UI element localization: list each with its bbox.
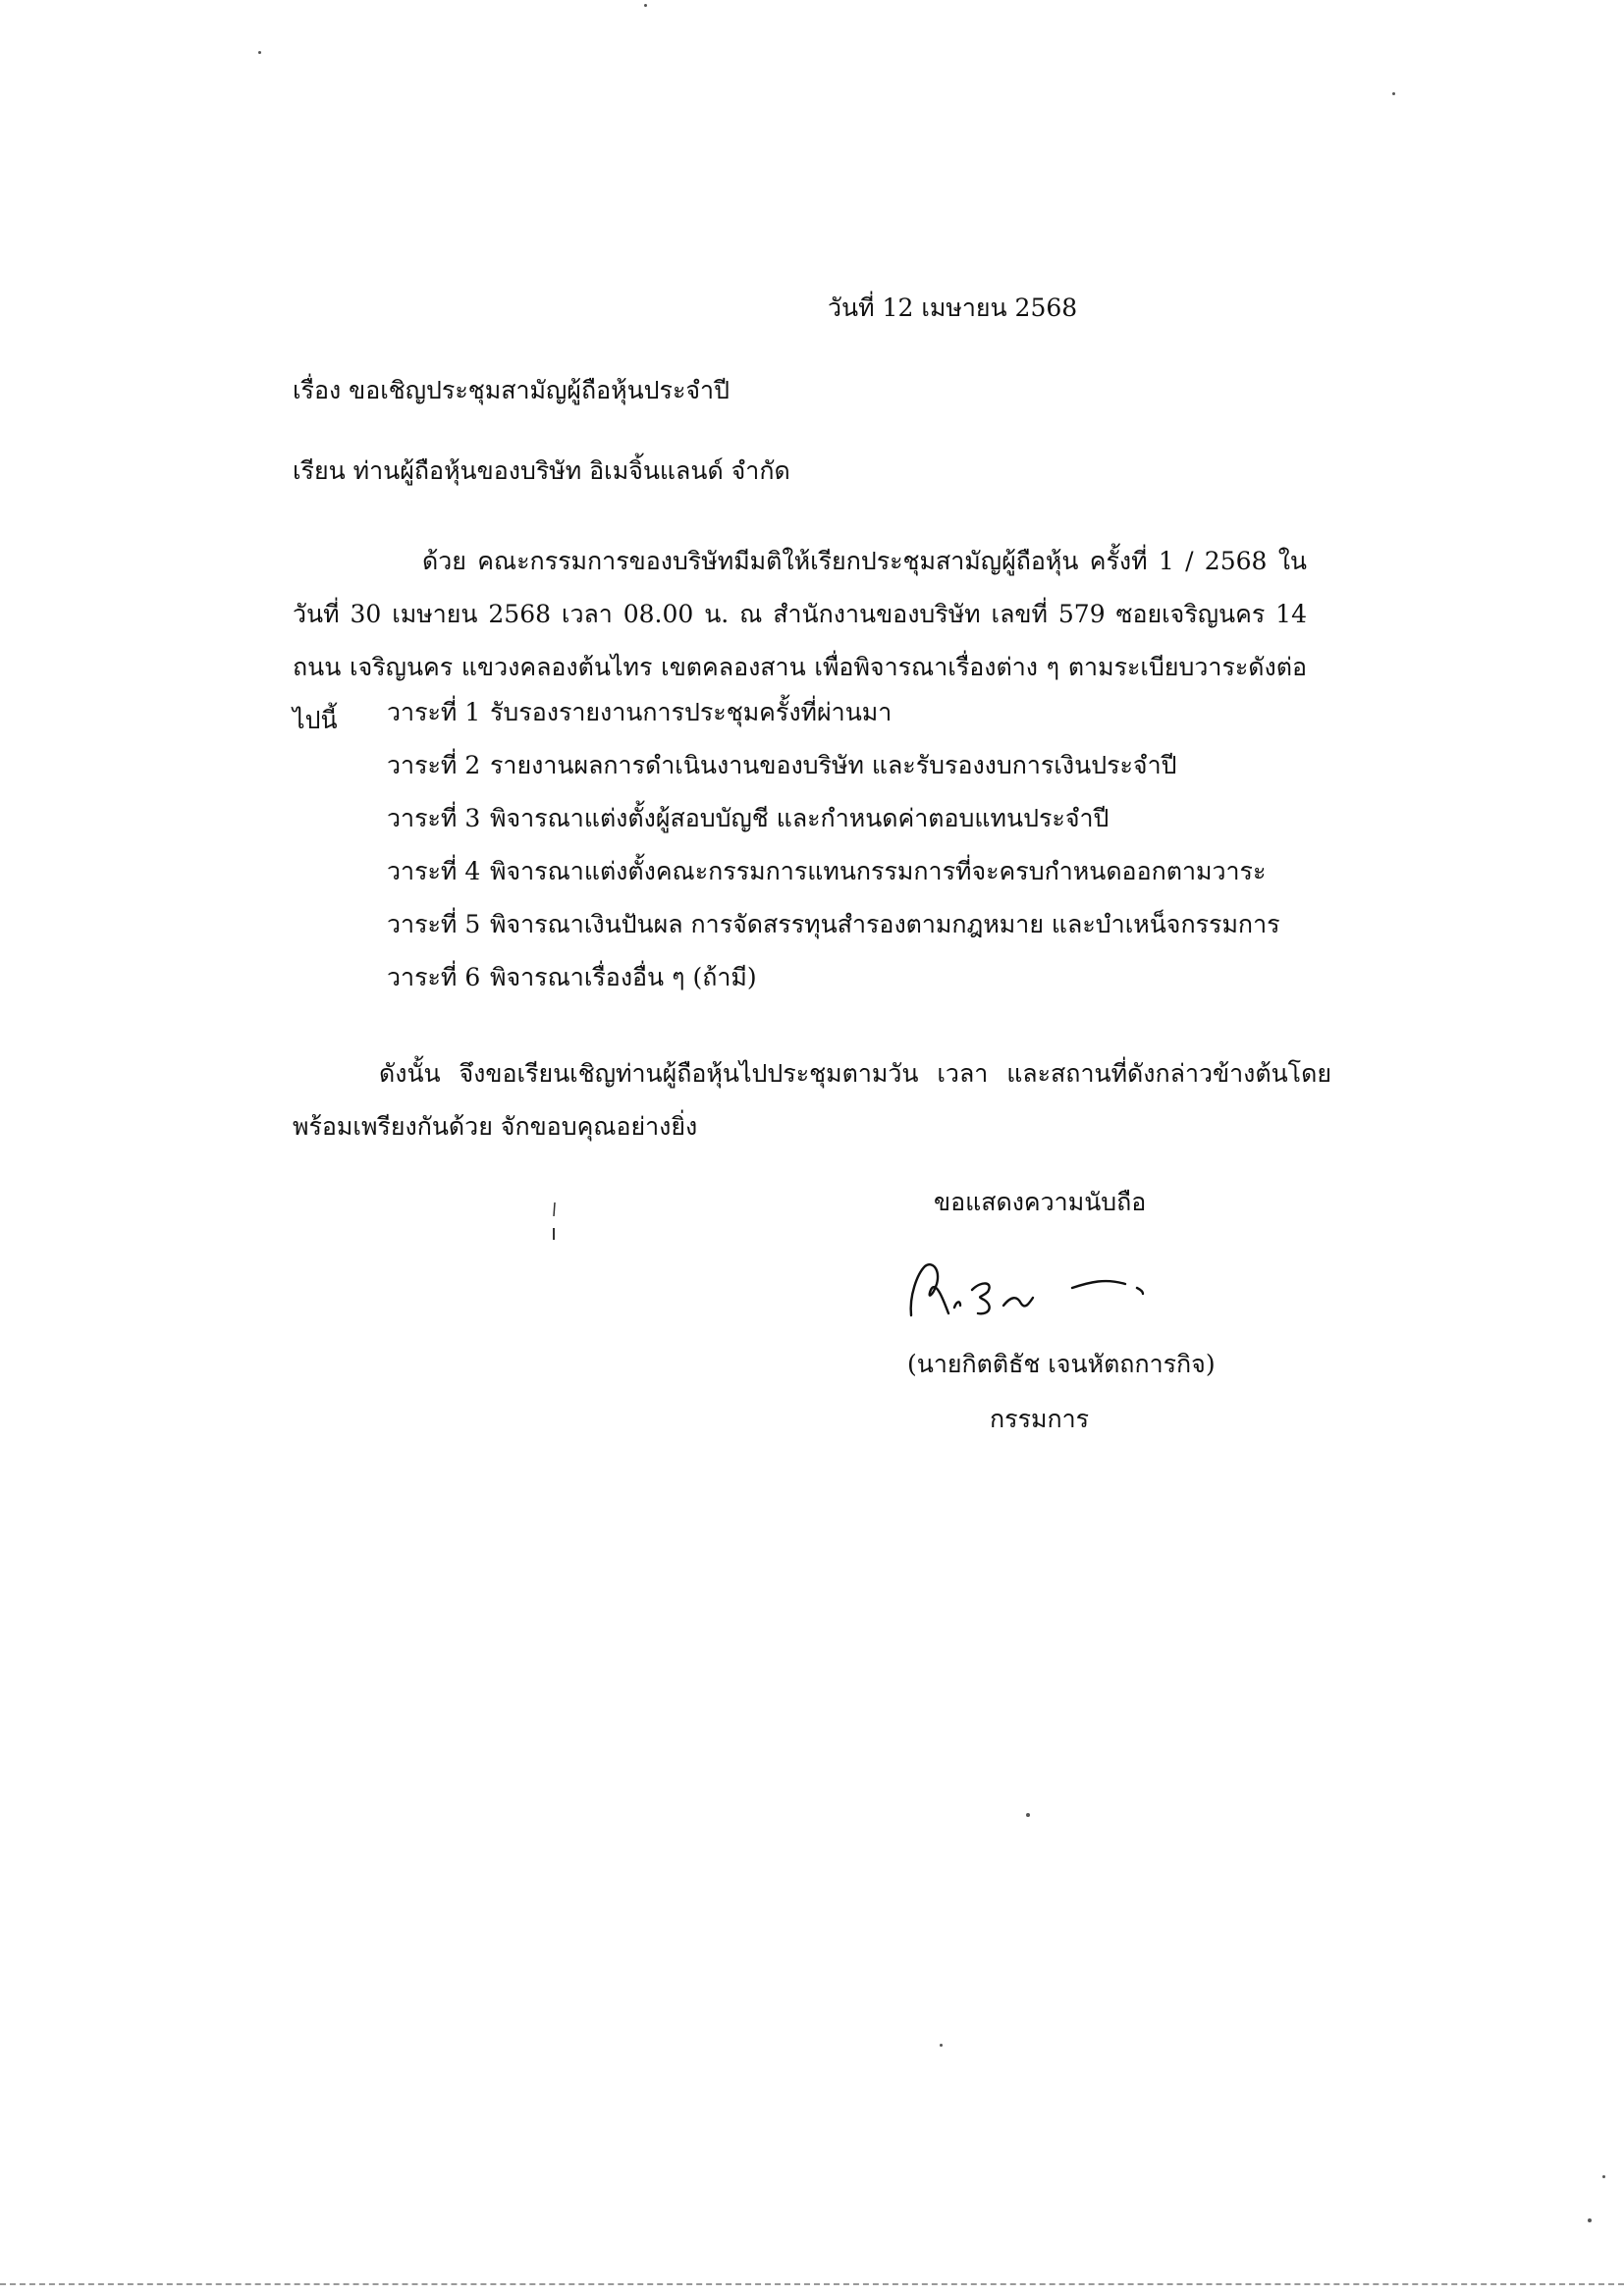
scan-speck — [1392, 92, 1395, 95]
letter-date: วันที่ 12 เมษายน 2568 — [828, 294, 1078, 322]
agenda-number: วาระที่ 6 — [387, 963, 481, 991]
scan-speck — [258, 51, 261, 54]
agenda-item — [387, 960, 1280, 1013]
agenda-text: พิจารณาเงินปันผล การจัดสรรทุนสำรองตามกฎหมาย และบำเหน็จกรรมการ — [490, 910, 1280, 938]
scan-edge-line — [0, 2283, 1624, 2285]
letter-closing: ดังนั้น จึงขอเรียนเชิญท่านผู้ถือหุ้นไปประชุมตามวัน เวลา และสถานที่ดังกล่าวข้างต้นโดย พร้อมเพรียงกันด้วย จักขอบคุณอย่างยิ่ง — [293, 1059, 1331, 1141]
agenda-number: วาระที่ 3 — [387, 804, 481, 832]
agenda-text: พิจารณาเรื่องอื่น ๆ (ถ้ามี) — [490, 963, 757, 991]
letter-body: ด้วย คณะกรรมการของบริษัทมีมติให้เรียกประชุมสามัญผู้ถือหุ้น ครั้งที่ 1 / 2568 ใน วันที่ 30 เมษายน 2568 เวลา 08.00 น. ณ สำนักงานของบริษัท เลขที่ 579 ซอยเจริญนคร 14 ถนน เจริญนคร แขวงคลองต้นไทร เขตคลองสาน เพื่อพิจารณาเรื่องต่าง ๆ ตามระเบียบวาระดังต่อไปนี้ — [293, 547, 1307, 734]
agenda-list — [387, 695, 1280, 1013]
scan-speck — [644, 4, 647, 7]
signer-title: กรรมการ — [990, 1405, 1090, 1433]
letter-salutation: เรียน ท่านผู้ถือหุ้นของบริษัท อิเมจิ้นแลนด์ จำกัด — [293, 456, 790, 485]
agenda-item — [387, 801, 1280, 854]
letter-subject: เรื่อง ขอเชิญประชุมสามัญผู้ถือหุ้นประจำปี — [293, 376, 730, 404]
agenda-item — [387, 748, 1280, 801]
signer-name: (นายกิตติธัช เจนหัตถการกิจ) — [907, 1350, 1216, 1378]
letter-regards: ขอแสดงความนับถือ — [934, 1188, 1147, 1216]
agenda-item — [387, 907, 1280, 960]
agenda-item — [387, 695, 1280, 748]
agenda-text: พิจารณาแต่งตั้งคณะกรรมการแทนกรรมการที่จะครบกำหนดออกตามวาระ — [490, 857, 1267, 885]
scan-mark — [553, 1202, 556, 1242]
agenda-item — [387, 854, 1280, 907]
scan-speck — [1026, 1813, 1030, 1817]
scan-speck — [1602, 2175, 1605, 2178]
scan-speck — [1588, 2218, 1592, 2222]
agenda-text: พิจารณาแต่งตั้งผู้สอบบัญชี และกำหนดค่าตอบแทนประจำปี — [490, 804, 1110, 832]
agenda-text: รายงานผลการดำเนินงานของบริษัท และรับรองงบการเงินประจำปี — [490, 751, 1177, 779]
agenda-text: รับรองรายงานการประชุมครั้งที่ผ่านมา — [490, 698, 893, 726]
agenda-number: วาระที่ 1 — [387, 698, 481, 726]
agenda-number: วาระที่ 4 — [387, 857, 481, 885]
handwritten-signature — [903, 1249, 1198, 1327]
agenda-number: วาระที่ 2 — [387, 751, 481, 779]
agenda-number: วาระที่ 5 — [387, 910, 481, 938]
scan-speck — [940, 2044, 943, 2047]
